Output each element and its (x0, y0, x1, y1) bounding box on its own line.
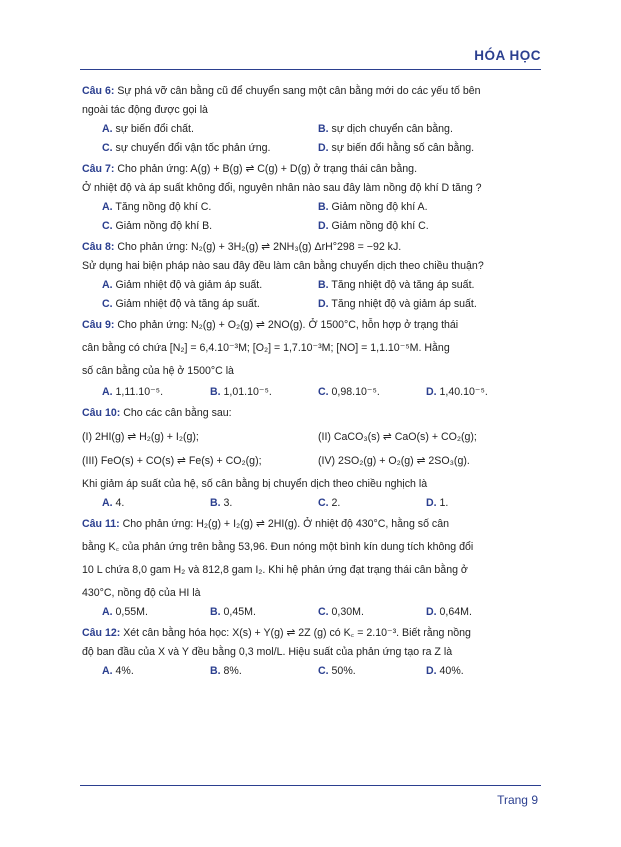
question-text-cont: cân bằng có chứa [N₂] = 6,4.10⁻³M; [O₂] = 1,7.10⁻³M; [NO] = 1,1.10⁻⁵M. Hằng (82, 342, 450, 354)
equilibrium-4: (IV) 2SO₂(g) + O₂(g) ⇌ 2SO₃(g). (318, 455, 470, 467)
question-label: Câu 10: (82, 407, 121, 419)
option-letter: B. (210, 386, 221, 398)
option-text: 0,98.10⁻⁵. (328, 386, 380, 398)
option-a[interactable] (102, 120, 318, 139)
question-text-cont: bằng K꜀ của phản ứng trên bằng 53,96. Đun nóng một bình kín dung tích không đổi (82, 541, 474, 553)
equilibrium-1: (I) 2HI(g) ⇌ H₂(g) + I₂(g); (82, 431, 199, 443)
option-c[interactable] (318, 662, 426, 681)
option-letter: B. (318, 123, 329, 135)
option-b[interactable] (210, 662, 318, 681)
option-b[interactable] (210, 603, 318, 622)
option-letter: A. (102, 606, 113, 618)
option-text: 0,64M. (436, 606, 472, 618)
option-b[interactable] (210, 494, 318, 513)
option-text: 0,55M. (112, 606, 148, 618)
question-text-cont: 430°C, nồng độ của HI là (82, 587, 201, 599)
equilibrium-3: (III) FeO(s) + CO(s) ⇌ Fe(s) + CO₂(g); (82, 455, 262, 467)
option-c[interactable] (318, 494, 426, 513)
option-letter: B. (210, 665, 221, 677)
option-c[interactable] (102, 139, 318, 158)
equilibrium-2: (II) CaCO₃(s) ⇌ CaO(s) + CO₂(g); (318, 431, 477, 443)
question-11 (82, 515, 540, 534)
option-letter: D. (426, 497, 437, 509)
option-letter: C. (102, 298, 113, 310)
option-text: 1. (436, 497, 449, 509)
options-row (82, 295, 540, 314)
option-text: 1,11.10⁻⁵. (112, 386, 164, 398)
question-text-cont: Khi giảm áp suất của hệ, số cân bằng bị chuyển dịch theo chiều nghịch là (82, 478, 428, 490)
equilibria-row (82, 428, 540, 447)
question-text: Cho phản ứng: N₂(g) + 3H₂(g) ⇌ 2NH₃(g) ΔrH°298 = −92 kJ. (114, 241, 402, 253)
options-row (82, 662, 540, 681)
question-12 (82, 624, 540, 643)
option-text: sự chuyển đổi vận tốc phản ứng. (112, 142, 271, 154)
option-text: 1,40.10⁻⁵. (436, 386, 488, 398)
option-text: 4%. (112, 665, 134, 677)
option-a[interactable] (102, 383, 210, 402)
options-row (82, 276, 540, 295)
option-d[interactable] (426, 494, 534, 513)
page-number: Trang 9 (497, 793, 538, 807)
option-text: 8%. (220, 665, 242, 677)
option-letter: A. (102, 279, 113, 291)
option-a[interactable] (102, 662, 210, 681)
question-label: Câu 11: (82, 518, 120, 530)
question-text-cont: Sử dụng hai biện pháp nào sau đây đều làm cân bằng chuyển dịch theo chiều thuận? (82, 260, 484, 272)
question-label: Câu 9: (82, 319, 115, 331)
options-row (82, 494, 540, 513)
option-text: sự biến đổi hằng số cân bằng. (328, 142, 475, 154)
question-text: Cho phản ứng: A(g) + B(g) ⇌ C(g) + D(g) ở trạng thái cân bằng. (114, 163, 418, 175)
option-letter: D. (318, 220, 329, 232)
option-text: 0,45M. (220, 606, 256, 618)
option-text: 0,30M. (328, 606, 364, 618)
option-c[interactable] (318, 603, 426, 622)
option-text: Giảm nồng độ khí A. (328, 201, 428, 213)
option-text: Tăng nhiệt độ và tăng áp suất. (328, 279, 475, 291)
option-a[interactable] (102, 198, 318, 217)
option-text: 3. (220, 497, 233, 509)
page-content (82, 82, 540, 681)
question-7 (82, 160, 540, 179)
option-letter: C. (102, 142, 113, 154)
question-text: Cho phản ứng: H₂(g) + I₂(g) ⇌ 2HI(g). Ở nhiệt độ 430°C, hằng số cân (119, 518, 449, 530)
option-text: 50%. (328, 665, 356, 677)
question-8 (82, 238, 540, 257)
option-text: Giảm nồng độ khí C. (328, 220, 429, 232)
question-text: Cho các cân bằng sau: (120, 407, 232, 419)
options-row (82, 139, 540, 158)
option-letter: D. (318, 298, 329, 310)
equilibria-row (82, 452, 540, 471)
option-text: sự biến đổi chất. (112, 123, 194, 135)
option-letter: A. (102, 123, 113, 135)
option-letter: A. (102, 497, 113, 509)
option-text: 40%. (436, 665, 464, 677)
option-letter: D. (426, 665, 437, 677)
question-text-cont: số cân bằng của hệ ở 1500°C là (82, 365, 234, 377)
option-d[interactable] (426, 662, 534, 681)
question-text: Sự phá vỡ cân bằng cũ để chuyển sang một cân bằng mới do các yếu tố bên (114, 85, 481, 97)
option-letter: B. (210, 606, 221, 618)
option-text: 1,01.10⁻⁵. (220, 386, 272, 398)
options-row (82, 217, 540, 236)
option-letter: D. (426, 386, 437, 398)
option-a[interactable] (102, 603, 210, 622)
option-letter: B. (318, 279, 329, 291)
option-letter: A. (102, 386, 113, 398)
question-10 (82, 404, 540, 423)
question-text-cont: 10 L chứa 8,0 gam H₂ và 812,8 gam I₂. Khi hệ phản ứng đạt trạng thái cân bằng ở (82, 564, 468, 576)
option-letter: C. (102, 220, 113, 232)
option-a[interactable] (102, 494, 210, 513)
question-label: Câu 8: (82, 241, 115, 253)
header-divider (80, 69, 541, 70)
question-6 (82, 82, 540, 101)
options-row (82, 603, 540, 622)
option-text: Giảm nhiệt độ và giảm áp suất. (112, 279, 263, 291)
option-b[interactable] (318, 120, 534, 139)
question-label: Câu 7: (82, 163, 115, 175)
option-text: Giảm nồng độ khí B. (112, 220, 213, 232)
option-b[interactable] (210, 383, 318, 402)
option-text: Giảm nhiệt độ và tăng áp suất. (112, 298, 260, 310)
question-9 (82, 316, 540, 335)
question-label: Câu 12: (82, 627, 121, 639)
option-d[interactable] (426, 603, 534, 622)
option-letter: B. (318, 201, 329, 213)
footer-divider (80, 785, 541, 786)
option-d[interactable] (318, 295, 534, 314)
option-c[interactable] (102, 217, 318, 236)
question-text: Xét cân bằng hóa học: X(s) + Y(g) ⇌ 2Z (g) có K꜀ = 2.10⁻³. Biết rằng nồng (120, 627, 471, 639)
option-letter: C. (318, 665, 329, 677)
option-text: Tăng nồng độ khí C. (112, 201, 212, 213)
option-letter: B. (210, 497, 221, 509)
option-letter: D. (318, 142, 329, 154)
option-letter: C. (318, 497, 329, 509)
option-text: 2. (328, 497, 341, 509)
option-letter: D. (426, 606, 437, 618)
option-text: Tăng nhiệt độ và giảm áp suất. (328, 298, 477, 310)
options-row (82, 120, 540, 139)
option-b[interactable] (318, 276, 534, 295)
question-label: Câu 6: (82, 85, 115, 97)
option-d[interactable] (318, 217, 534, 236)
option-letter: C. (318, 386, 329, 398)
option-d[interactable] (318, 139, 534, 158)
question-text-cont: độ ban đầu của X và Y đều bằng 0,3 mol/L. Hiệu suất của phản ứng tạo ra Z là (82, 646, 453, 658)
option-d[interactable] (426, 383, 534, 402)
option-b[interactable] (318, 198, 534, 217)
option-text: sự dịch chuyển cân bằng. (328, 123, 453, 135)
option-letter: A. (102, 665, 113, 677)
option-c[interactable] (102, 295, 318, 314)
question-text-cont: ngoài tác động được gọi là (82, 104, 208, 116)
option-letter: C. (318, 606, 329, 618)
option-letter: A. (102, 201, 113, 213)
header-title: HÓA HỌC (474, 48, 541, 63)
option-a[interactable] (102, 276, 318, 295)
question-text: Cho phản ứng: N₂(g) + O₂(g) ⇌ 2NO(g). Ở 1500°C, hỗn hợp ở trạng thái (114, 319, 459, 331)
question-text-cont: Ở nhiệt độ và áp suất không đổi, nguyên nhân nào sau đây làm nồng độ khí D tăng ? (82, 182, 482, 194)
option-text: 4. (112, 497, 125, 509)
options-row (82, 198, 540, 217)
option-c[interactable] (318, 383, 426, 402)
options-row (82, 383, 540, 402)
